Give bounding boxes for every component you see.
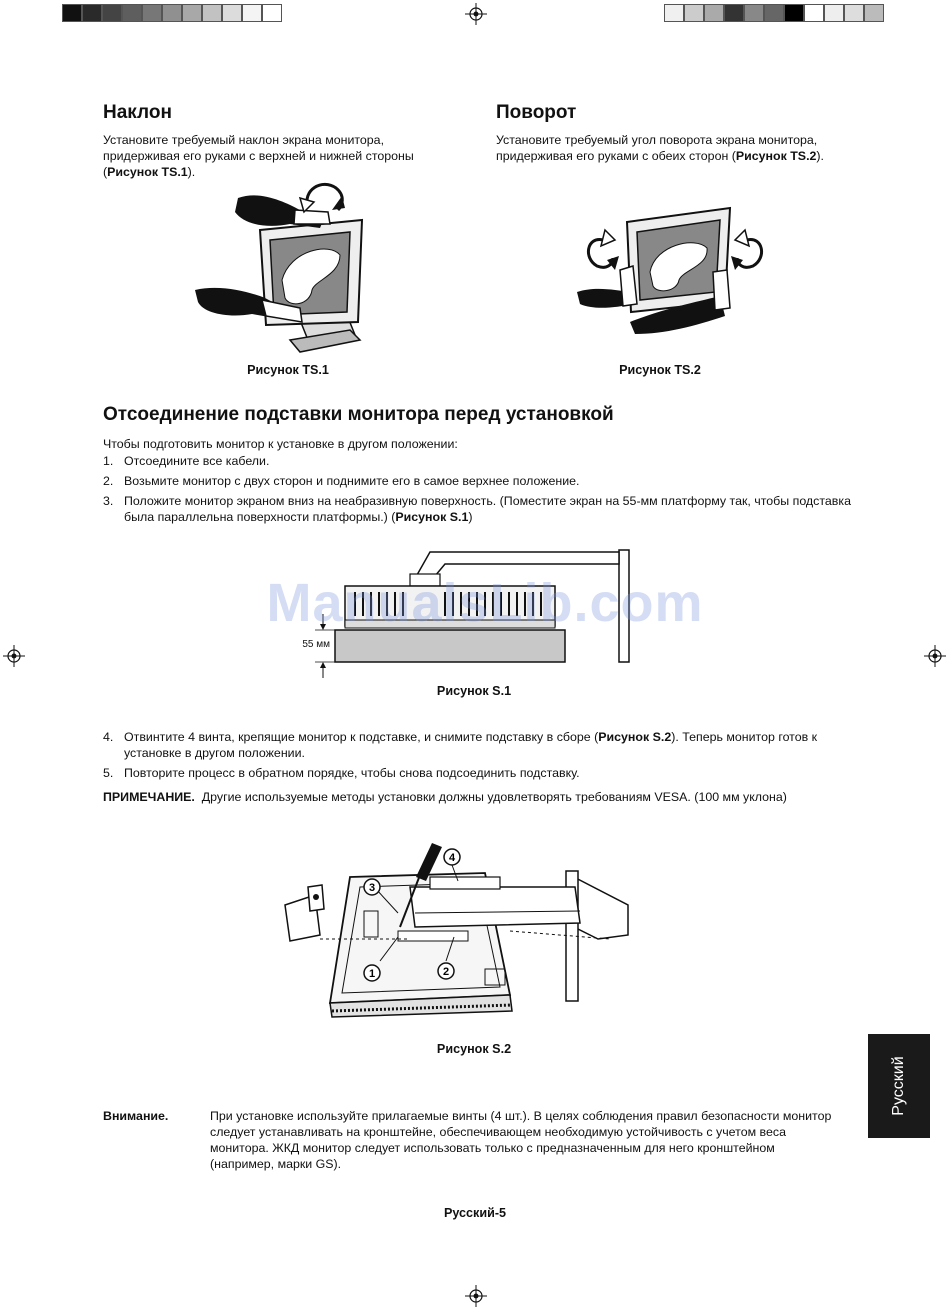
tilt-section — [103, 102, 463, 180]
color-swatch — [202, 4, 222, 22]
swivel-heading: Поворот — [496, 102, 577, 123]
tilt-heading: Наклон — [103, 102, 172, 123]
color-swatch — [864, 4, 884, 22]
caution-text: При установке используйте прилагаемые винты (4 шт.). В целях соблюдения правил безопасности монитор следует устанавливать на кронштейне, обеспечивающем необходимую устойчивость с учетом веса монитора. ЖКД монитор следует использовать только с предназначенным для него кронштейном (например, марки GS). — [210, 1109, 832, 1171]
figure-ts1-caption: Рисунок TS.1 — [247, 363, 329, 377]
callout-3: 3 — [368, 882, 376, 894]
figure-s1-platform-illustration — [285, 540, 645, 680]
color-swatch — [62, 4, 82, 22]
color-swatch — [684, 4, 704, 22]
figure-s2-caption: Рисунок S.2 — [436, 1042, 512, 1056]
note-label: ПРИМЕЧАНИЕ. — [103, 790, 195, 804]
tilt-text: Установите требуемый наклон экрана монитора, придерживая его руками с верхней и нижней стороны (Рисунок TS.1). — [103, 133, 414, 179]
registration-mark-icon — [465, 3, 487, 25]
callout-1: 1 — [368, 968, 376, 980]
list-item: 3. Положите монитор экраном вниз на неабразивную поверхность. (Поместите экран на 55-мм платформу так, чтобы подставка была параллельна поверхности платформы.) (Рисунок S.1) — [103, 494, 851, 524]
color-swatch — [182, 4, 202, 22]
color-swatch — [744, 4, 764, 22]
color-swatch — [704, 4, 724, 22]
color-swatch — [122, 4, 142, 22]
note-text: Другие используемые методы установки должны удовлетворять требованиям VESA. (100 мм уклона) — [201, 790, 787, 804]
color-bar-left — [62, 4, 282, 22]
removal-steps-list-a — [103, 453, 863, 529]
list-item: 2. Возьмите монитор с двух сторон и поднимите его в самое верхнее положение. — [103, 474, 580, 488]
registration-mark-icon — [924, 645, 946, 667]
color-swatch — [242, 4, 262, 22]
platform-height-label: 55 мм — [302, 639, 330, 650]
callout-4: 4 — [448, 852, 456, 864]
color-swatch — [804, 4, 824, 22]
color-swatch — [102, 4, 122, 22]
removal-heading: Отсоединение подставки монитора перед установкой — [103, 404, 614, 425]
color-swatch — [844, 4, 864, 22]
color-swatch — [784, 4, 804, 22]
color-swatch — [824, 4, 844, 22]
list-item: 1. Отсоедините все кабели. — [103, 454, 270, 468]
color-swatch — [162, 4, 182, 22]
language-side-tab: Русский — [868, 1034, 930, 1138]
color-swatch — [262, 4, 282, 22]
figure-s1-caption: Рисунок S.1 — [436, 684, 512, 698]
color-swatch — [222, 4, 242, 22]
figure-ts2-swivel-illustration — [575, 200, 775, 340]
list-item: 5. Повторите процесс в обратном порядке, чтобы снова подсоединить подставку. — [103, 766, 580, 780]
vesa-note — [103, 789, 903, 805]
callout-2: 2 — [442, 966, 450, 978]
color-swatch — [142, 4, 162, 22]
caution-label: Внимание. — [103, 1109, 169, 1123]
color-swatch — [82, 4, 102, 22]
removal-steps-list-b — [103, 729, 863, 785]
figure-ts1-tilt-illustration — [190, 180, 380, 360]
color-swatch — [724, 4, 744, 22]
swivel-section — [496, 102, 856, 164]
figure-s2-screw-removal-illustration — [280, 835, 640, 1030]
removal-intro: Чтобы подготовить монитор к установке в другом положении: — [103, 437, 458, 451]
color-bar-right — [664, 4, 884, 22]
watermark-text: ManualsLib.com — [266, 573, 704, 633]
swivel-text: Установите требуемый угол поворота экрана монитора, придерживая его руками с обеих сторон (Рисунок TS.2). — [496, 133, 824, 163]
color-swatch — [664, 4, 684, 22]
color-swatch — [764, 4, 784, 22]
registration-mark-icon — [3, 645, 25, 667]
list-item: 4. Отвинтите 4 винта, крепящие монитор к подставке, и снимите подставку в сборе (Рисунок S.2). Теперь монитор готов к установке в другом положении. — [103, 730, 818, 760]
figure-ts2-caption: Рисунок TS.2 — [619, 363, 701, 377]
removal-section — [103, 404, 863, 452]
registration-mark-icon — [465, 1285, 487, 1307]
page-number-footer: Русский-5 — [443, 1206, 507, 1220]
